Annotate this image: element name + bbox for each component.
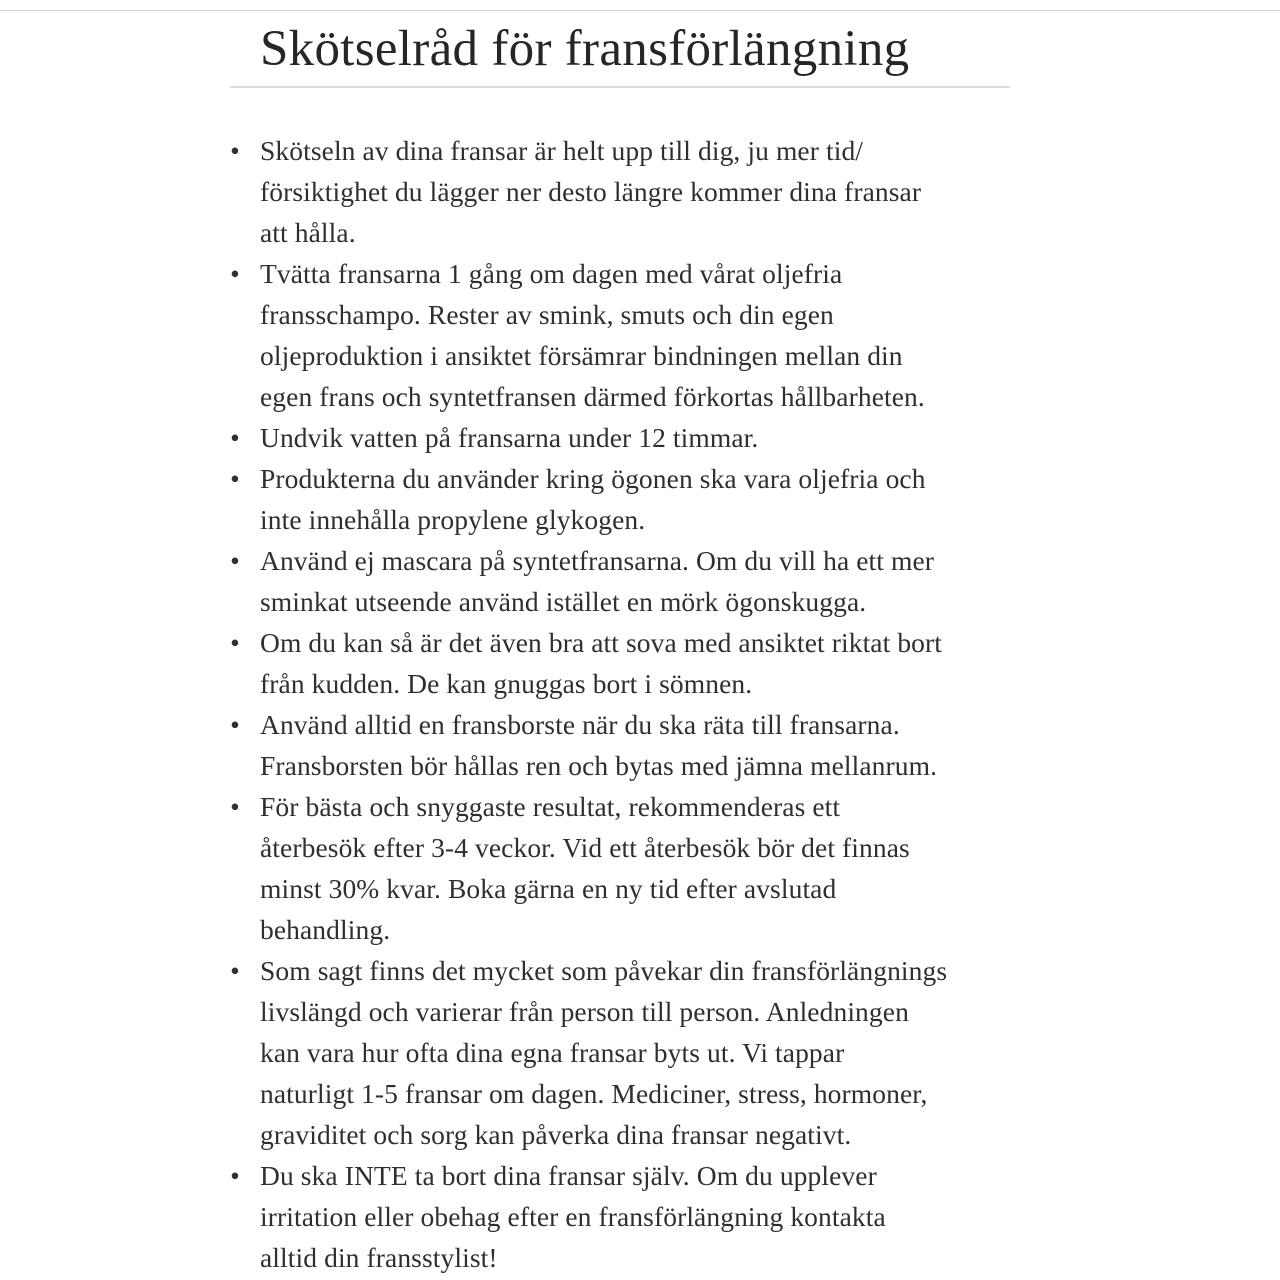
care-tips-list bbox=[230, 130, 1050, 1278]
bullet-icon: • bbox=[230, 1160, 240, 1191]
text-line: Som sagt finns det mycket som påvekar din fransförlängnings bbox=[260, 955, 948, 986]
text-line: inte innehålla propylene glykogen. bbox=[260, 504, 646, 535]
text-line: Produkterna du använder kring ögonen ska vara oljefria och bbox=[260, 463, 926, 494]
list-item-text bbox=[260, 622, 1050, 704]
text-line: För bästa och snyggaste resultat, rekommenderas ett bbox=[260, 791, 841, 822]
bullet-icon: • bbox=[230, 955, 240, 986]
text-line: Du ska INTE ta bort dina fransar själv. Om du upplever bbox=[260, 1160, 877, 1191]
list-item bbox=[230, 540, 1050, 622]
text-line: Använd ej mascara på syntetfransarna. Om du vill ha ett mer bbox=[260, 545, 935, 576]
text-line: Tvätta fransarna 1 gång om dagen med vårat oljefria bbox=[260, 258, 843, 289]
text-line: Om du kan så är det även bra att sova med ansiktet riktat bort bbox=[260, 627, 943, 658]
bullet-icon: • bbox=[230, 791, 240, 822]
text-line: graviditet och sorg kan påverka dina fransar negativt. bbox=[260, 1119, 852, 1150]
list-item bbox=[230, 1155, 1050, 1278]
text-line: egen frans och syntetfransen därmed förkortas hållbarheten. bbox=[260, 381, 925, 412]
text-line: naturligt 1-5 fransar om dagen. Mediciner, stress, hormoner, bbox=[260, 1078, 928, 1109]
list-item bbox=[230, 458, 1050, 540]
text-line: sminkat utseende använd istället en mörk ögonskugga. bbox=[260, 586, 867, 617]
title-underline bbox=[230, 86, 1010, 88]
list-item bbox=[230, 950, 1050, 1155]
bullet-icon: • bbox=[230, 258, 240, 289]
text-line: irritation eller obehag efter en fransförlängning kontakta bbox=[260, 1201, 886, 1232]
text-line: försiktighet du lägger ner desto längre kommer dina fransar bbox=[260, 176, 922, 207]
list-item-text bbox=[260, 253, 1050, 417]
list-item-text bbox=[260, 950, 1050, 1155]
text-line: Skötseln av dina fransar är helt upp till dig, ju mer tid/ bbox=[260, 135, 864, 166]
text-line: återbesök efter 3-4 veckor. Vid ett återbesök bör det finnas bbox=[260, 832, 910, 863]
bullet-icon: • bbox=[230, 463, 240, 494]
text-line: oljeproduktion i ansiktet försämrar bindningen mellan din bbox=[260, 340, 903, 371]
list-item bbox=[230, 622, 1050, 704]
page-title: Skötselråd för fransförlängning bbox=[260, 21, 910, 77]
bullet-icon: • bbox=[230, 627, 240, 658]
text-line: fransschampo. Rester av smink, smuts och din egen bbox=[260, 299, 834, 330]
list-item bbox=[230, 786, 1050, 950]
list-item bbox=[230, 253, 1050, 417]
text-line: alltid din fransstylist! bbox=[260, 1242, 498, 1273]
list-item bbox=[230, 417, 1050, 458]
list-item-text bbox=[260, 704, 1050, 786]
list-item-text bbox=[260, 417, 1050, 458]
text-line: Använd alltid en fransborste när du ska räta till fransarna. bbox=[260, 709, 900, 740]
list-item-text bbox=[260, 786, 1050, 950]
bullet-icon: • bbox=[230, 135, 240, 166]
bullet-icon: • bbox=[230, 709, 240, 740]
text-line: behandling. bbox=[260, 914, 391, 945]
bullet-icon: • bbox=[230, 422, 240, 453]
text-line: livslängd och varierar från person till person. Anledningen bbox=[260, 996, 909, 1027]
list-item-text bbox=[260, 540, 1050, 622]
text-line: Undvik vatten på fransarna under 12 timmar. bbox=[260, 422, 759, 453]
list-item bbox=[230, 130, 1050, 253]
care-instructions-page bbox=[230, 14, 1050, 1278]
text-line: från kudden. De kan gnuggas bort i sömnen. bbox=[260, 668, 753, 699]
list-item-text bbox=[260, 130, 1050, 253]
list-item-text bbox=[260, 1155, 1050, 1278]
text-line: minst 30% kvar. Boka gärna en ny tid efter avslutad bbox=[260, 873, 837, 904]
top-border-line bbox=[0, 10, 1280, 11]
text-line: kan vara hur ofta dina egna fransar byts ut. Vi tappar bbox=[260, 1037, 845, 1068]
bullet-icon: • bbox=[230, 545, 240, 576]
text-line: Fransborsten bör hållas ren och bytas med jämna mellanrum. bbox=[260, 750, 938, 781]
list-item bbox=[230, 704, 1050, 786]
text-line: att hålla. bbox=[260, 217, 356, 248]
list-item-text bbox=[260, 458, 1050, 540]
